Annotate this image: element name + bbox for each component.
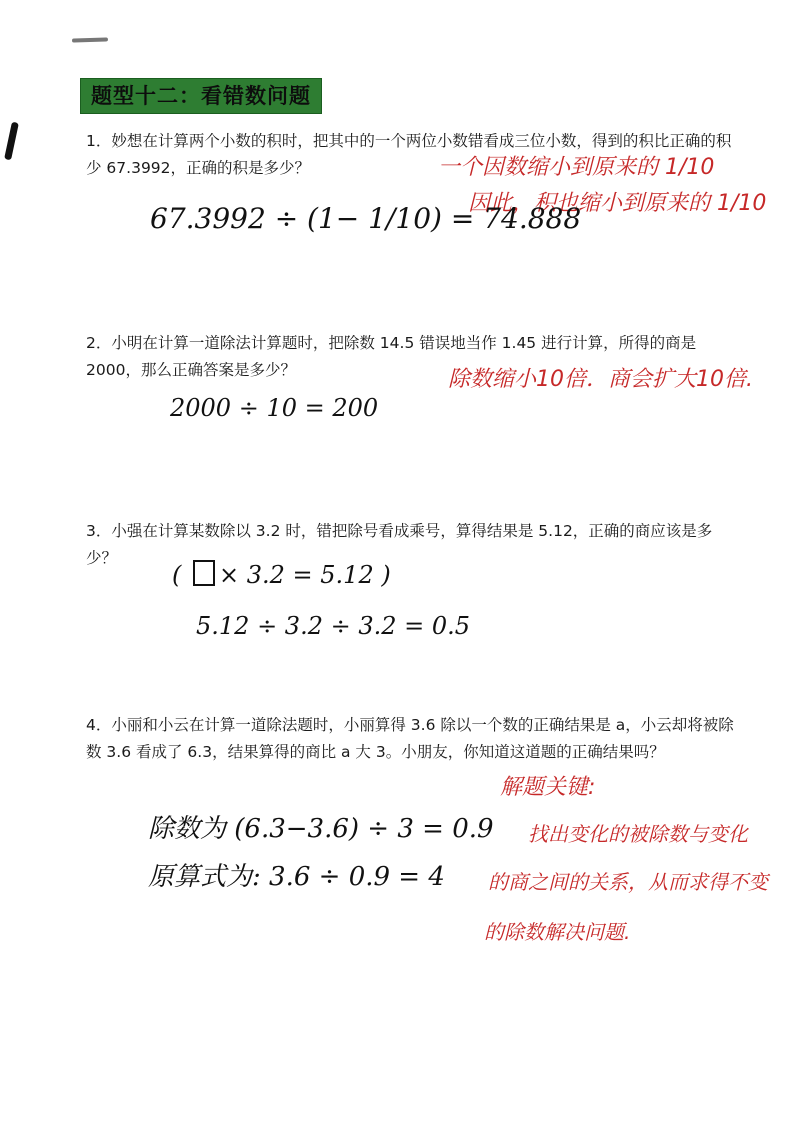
question-3-text: 3．小强在计算某数除以 3.2 时，错把除号看成乘号，算得结果是 5.12，正确的商应该是多少？ [86, 522, 713, 567]
question-4-text: 4．小丽和小云在计算一道除法题时，小丽算得 3.6 除以一个数的正确结果是 a，小云却将被除数 3.6 看成了 6.3，结果算得的商比 a 大 3。小朋友，你知道这道题的正确结果吗？ [86, 716, 734, 761]
q1-work-1: 67.3992 ÷ (1− 1/10) = 74.888 [150, 202, 582, 235]
q4-note-4: 的除数解决问题. [484, 920, 631, 944]
question-1-text: 1．妙想在计算两个小数的积时，把其中的一个两位小数错看成三位小数，得到的积比正确的积少 67.3992，正确的积是多少？ [86, 132, 732, 177]
question-2-text: 2．小明在计算一道除法计算题时，把除数 14.5 错误地当作 1.45 进行计算，所得的商是 2000，那么正确答案是多少？ [86, 334, 697, 379]
pen-stroke [4, 122, 19, 161]
q4-work-1: 除数为 (6.3−3.6) ÷ 3 = 0.9 [148, 814, 494, 844]
unknown-box-icon [193, 560, 215, 586]
q4-note-2: 找出变化的被除数与变化 [528, 822, 748, 846]
q1-note-2: 因此，积也缩小到原来的 1/10 [468, 191, 767, 216]
q4-note-1: 解题关键: [500, 775, 596, 800]
q2-note-1: 除数缩小10倍．商会扩大10倍. [448, 367, 753, 392]
section-title: 题型十二：看错数问题 [80, 78, 322, 114]
q4-note-3: 的商之间的关系，从而求得不变 [488, 870, 768, 894]
q4-work-2: 原算式为: 3.6 ÷ 0.9 = 4 [148, 862, 445, 892]
q2-work-1: 2000 ÷ 10 = 200 [170, 394, 379, 422]
scan-mark [72, 37, 108, 42]
q3-work-2: 5.12 ÷ 3.2 ÷ 3.2 = 0.5 [196, 612, 471, 640]
q1-note-1: 一个因数缩小到原来的 1/10 [438, 155, 715, 180]
q3-work-1: ( × 3.2 = 5.12 ) [172, 561, 391, 589]
